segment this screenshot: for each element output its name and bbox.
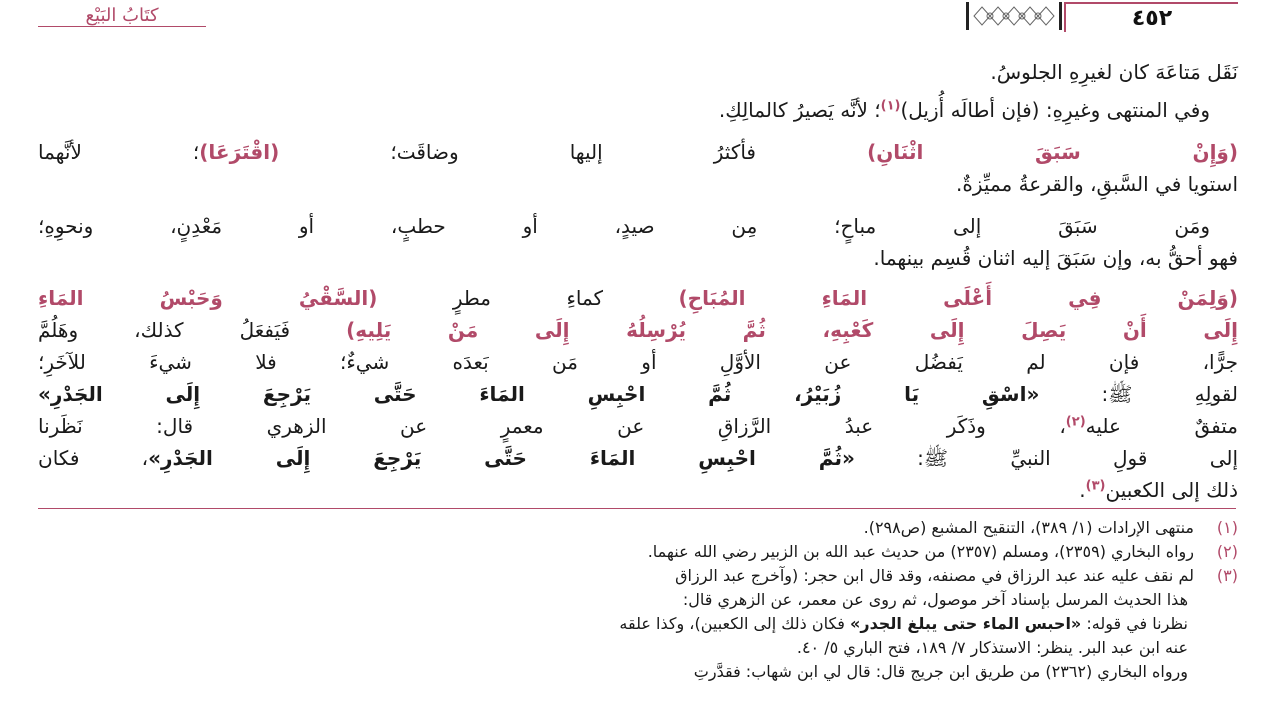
matn-text: (وَلِمَنْ فِي أَعْلَى المَاءِ المُبَاحِ) (678, 286, 1239, 310)
text-line: إِلَى أَنْ يَصِلَ إِلَى كَعْبِهِ، ثُمَّ يُرْسِلُهُ إِلَى مَنْ يَلِيهِ) فَيَفعَلُ كذلك، وهَلُمَّ (38, 318, 1238, 342)
text-line: ومَن سَبَقَ إلى مباحٍ؛ مِن صيدٍ، أو حطبٍ، أو مَعْدِنٍ، ونحوِهِ؛ (38, 214, 1210, 238)
footnote-divider (38, 508, 1236, 509)
text-line: نَقَل مَتاعَهَ كان لغيرِهِ الجلوسُ. (990, 60, 1238, 84)
footnote-item: (٣)لم نقف عليه عند عبد الرزاق في مصنفه، وقد قال ابن حجر: (وآخرج عبد الرزاق (675, 564, 1238, 588)
text-line: (وَلِمَنْ فِي أَعْلَى المَاءِ المُبَاحِ) كماءِ مطرٍ (السَّقْيُ وَحَبْسُ المَاءِ (38, 286, 1239, 310)
footnote-line: هذا الحديث المرسل بإسناد آخر موصول، ثم روى عن معمر، عن الزهري قال: (682, 590, 1188, 609)
page-header (0, 0, 1280, 36)
text-line: استويا في السَّبقِ، والقرعةُ مميِّزةٌ. (956, 172, 1238, 196)
page-number: ٤٥٢ (1064, 2, 1238, 32)
matn-text: (السَّقْيُ وَحَبْسُ المَاءِ (38, 286, 378, 310)
text-line: متفقٌ عليه$^{(٢)}$، وذَكَر عبدُ الرَّزاقِ عن معمرٍ عن الزهري قال: نَظَرنا (38, 414, 1239, 438)
footnote-line: عنه ابن عبد البر. ينظر: الاستذكار ٧/ ١٨٩، فتح الباري ٥/ ٤٠. (796, 638, 1188, 657)
footnote-number: (١) (1216, 518, 1238, 537)
text-line: ذلك إلى الكعبين$^{(٣)}$. (1079, 478, 1238, 502)
footnote-item: (٢)رواه البخاري (٢٣٥٩)، ومسلم (٢٣٥٧) من حديث عبد الله بن الزبير رضي الله عنهما. (648, 540, 1238, 564)
book-title: كتَابُ البَيْع (85, 5, 159, 26)
text-line: فهو أحقُّ به، وإن سَبَقَ إليه اثنان قُسِم بينهما. (873, 246, 1238, 270)
footnote-line: ورواه البخاري (٢٣٦٢) من طريق ابن جريج قال: قال لي ابن شهاب: فقدَّرتِ (693, 662, 1188, 681)
hadith-quote: «اسْقِ يَا زُبَيْرُ، ثُمَّ احْبِسِ المَاءَ حَتَّى يَرْجِعَ إِلَى الجَدْرِ» (38, 382, 1040, 406)
text-line: (وَإِنْ سَبَقَ اثْنَانِ) فأكثرُ إليها وضاقَت؛ (اقْتَرَعَا)؛ لأنَّهما (38, 140, 1238, 164)
footnote-number: (٢) (1216, 542, 1238, 561)
text-line: جرًّا، فإن لم يَفضُل عن الأوَّلِ أو مَن بَعدَه شيءٌ؛ فلا شيءَ للآخَرِ؛ (38, 350, 1238, 374)
footnote-number: (٣) (1216, 566, 1238, 585)
text-line: لقولِهِ ﷺ: «اسْقِ يَا زُبَيْرُ، ثُمَّ احْبِسِ المَاءَ حَتَّى يَرْجِعَ إِلَى الجَدْرِ» (38, 382, 1238, 406)
matn-text: (اقْتَرَعَا) (199, 140, 280, 164)
text-line: إلى قولِ النبيِّ ﷺ: «ثُمَّ احْبِسِ المَاءَ حَتَّى يَرْجِعَ إِلَى الجَدْرِ»، فكان (38, 446, 1239, 470)
geometric-ornament-icon (966, 2, 1062, 30)
footnote-ref[interactable]: (٣) (1085, 478, 1106, 494)
title-underline (38, 26, 206, 27)
matn-text: إِلَى أَنْ يَصِلَ إِلَى كَعْبِهِ، ثُمَّ يُرْسِلُهُ إِلَى مَنْ يَلِيهِ) (346, 318, 1238, 342)
footnote-line: نظرنا في قوله: «احبس الماء حتى يبلغ الجدر» فكان ذلك إلى الكعبين)، وكذا علقه (619, 614, 1188, 633)
footnote-ref[interactable]: (٢) (1065, 414, 1086, 430)
hadith-quote: «ثُمَّ احْبِسِ المَاءَ حَتَّى يَرْجِعَ إِلَى الجَدْرِ» (148, 446, 855, 470)
matn-text: (وَإِنْ سَبَقَ اثْنَانِ) (867, 140, 1238, 164)
footnote-item: (١)منتهى الإرادات (١/ ٣٨٩)، التنقيح المشبع (ص٢٩٨). (864, 516, 1238, 540)
text-line: وفي المنتهى وغيرِهِ: (فإن أطالَه أُزيل)$^{(١)}$؛ لأنَّه يَصيرُ كالمالِكِ. (718, 98, 1210, 122)
footnote-ref[interactable]: (١) (880, 98, 901, 114)
